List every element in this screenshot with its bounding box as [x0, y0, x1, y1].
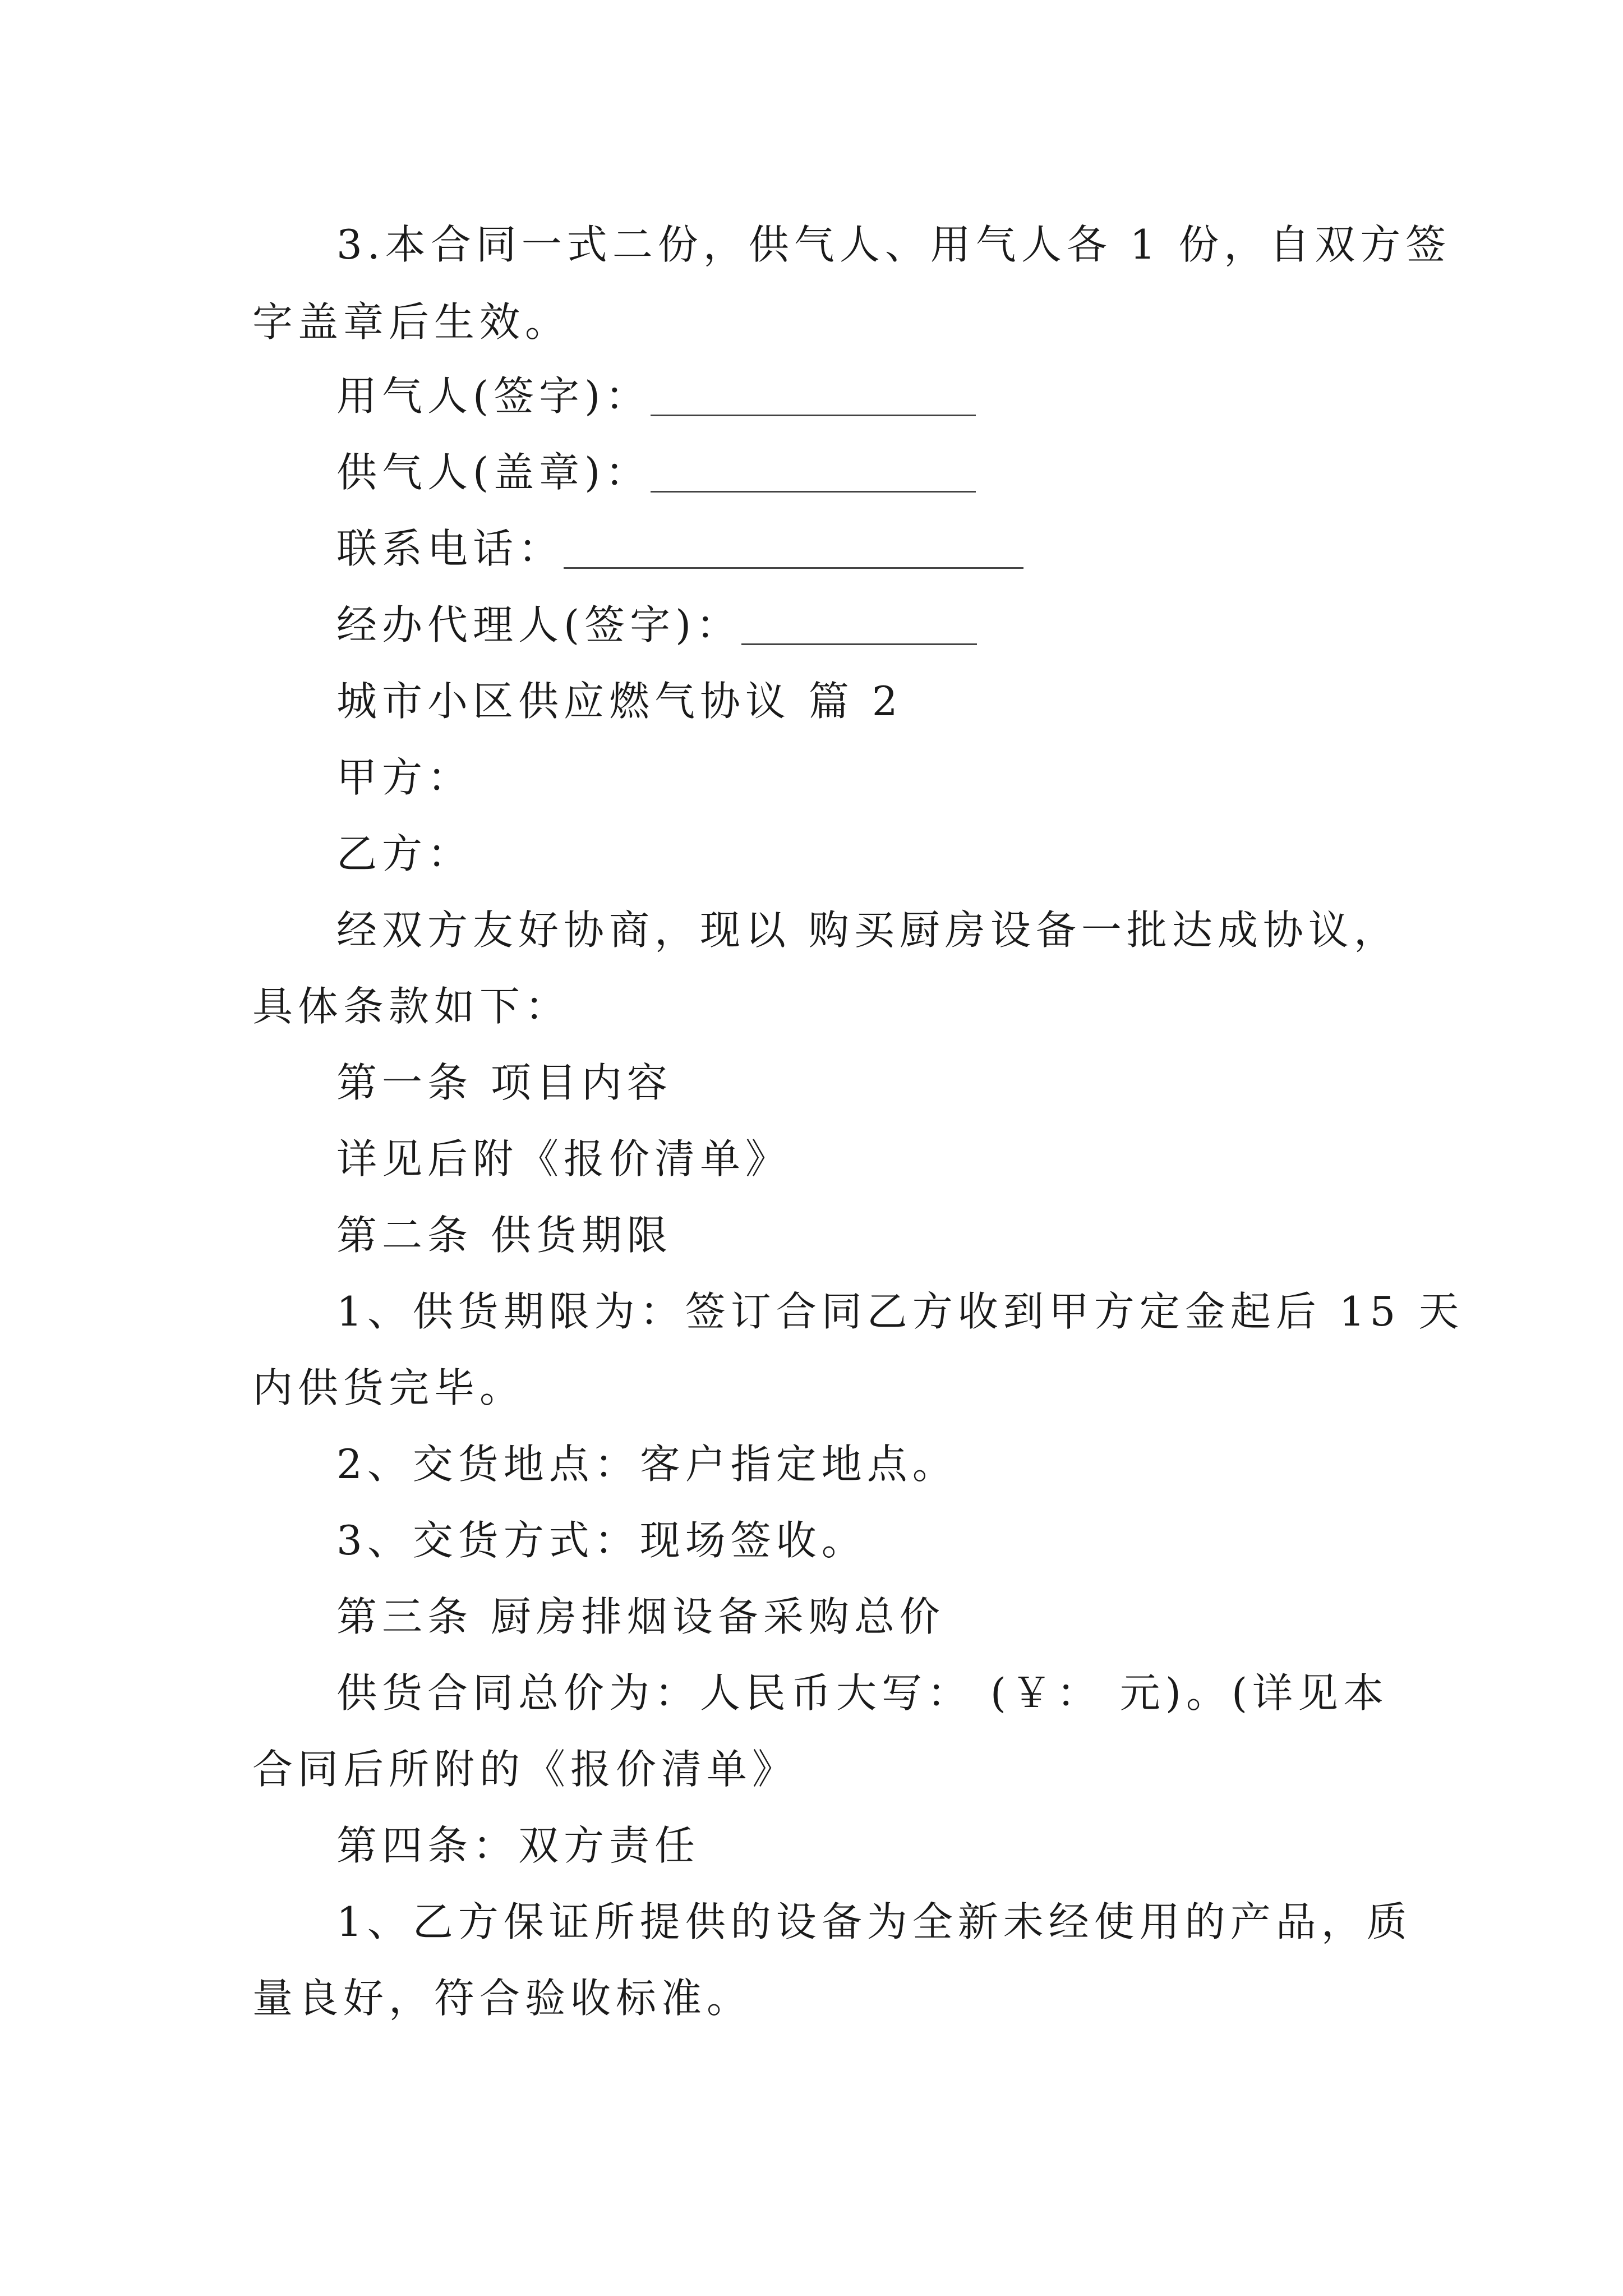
section-title: 城市小区供应燃气协议 篇 2	[336, 678, 903, 725]
signature-supplier-label: 供气人(盖章)：	[336, 449, 651, 496]
contact-phone-label: 联系电话：	[336, 525, 564, 572]
signature-supplier-row	[336, 449, 976, 496]
article-3-line-1: 供货合同总价为：人民币大写： (￥： 元)。(详见本	[336, 1669, 1389, 1717]
article-2-item-1-line-2: 内供货完毕。	[252, 1364, 525, 1411]
clause-3-line-2: 字盖章后生效。	[252, 298, 571, 346]
contact-phone-row	[336, 525, 1023, 572]
party-a: 甲方：	[336, 754, 473, 801]
signature-user-line	[651, 382, 976, 416]
signature-user-label: 用气人(签字)：	[336, 372, 651, 420]
article-4-heading: 第四条：双方责任	[336, 1822, 700, 1869]
agent-signature-label: 经办代理人(签字)：	[336, 601, 742, 648]
article-4-item-1-line-2: 量良好，符合验收标准。	[252, 1975, 753, 2022]
intro-line-1: 经双方友好协商，现以 购买厨房设备一批达成协议，	[336, 907, 1399, 954]
article-3-line-2: 合同后所附的《报价清单》	[252, 1746, 798, 1793]
party-b: 乙方：	[336, 830, 473, 877]
article-1-heading: 第一条 项目内容	[336, 1059, 672, 1106]
intro-line-2: 具体条款如下：	[252, 983, 571, 1030]
article-3-heading: 第三条 厨房排烟设备采购总价	[336, 1593, 945, 1640]
article-2-item-1-line-1: 1、供货期限为：签订合同乙方收到甲方定金起后 15 天	[336, 1288, 1464, 1335]
agent-signature-row	[336, 601, 977, 648]
article-2-heading: 第二条 供货期限	[336, 1212, 672, 1259]
agent-signature-line	[741, 611, 977, 645]
article-2-item-3: 3、交货方式：现场签收。	[336, 1517, 867, 1564]
clause-3-line-1: 3.本合同一式二份，供气人、用气人各 1 份，自双方签	[336, 221, 1451, 268]
signature-supplier-line	[651, 458, 976, 493]
contact-phone-line	[564, 535, 1023, 569]
article-1-text: 详见后附《报价清单》	[336, 1135, 791, 1182]
signature-user-row	[336, 372, 976, 420]
article-2-item-2: 2、交货地点：客户指定地点。	[336, 1441, 958, 1488]
article-4-item-1-line-1: 1、乙方保证所提供的设备为全新未经使用的产品，质	[336, 1898, 1412, 1945]
